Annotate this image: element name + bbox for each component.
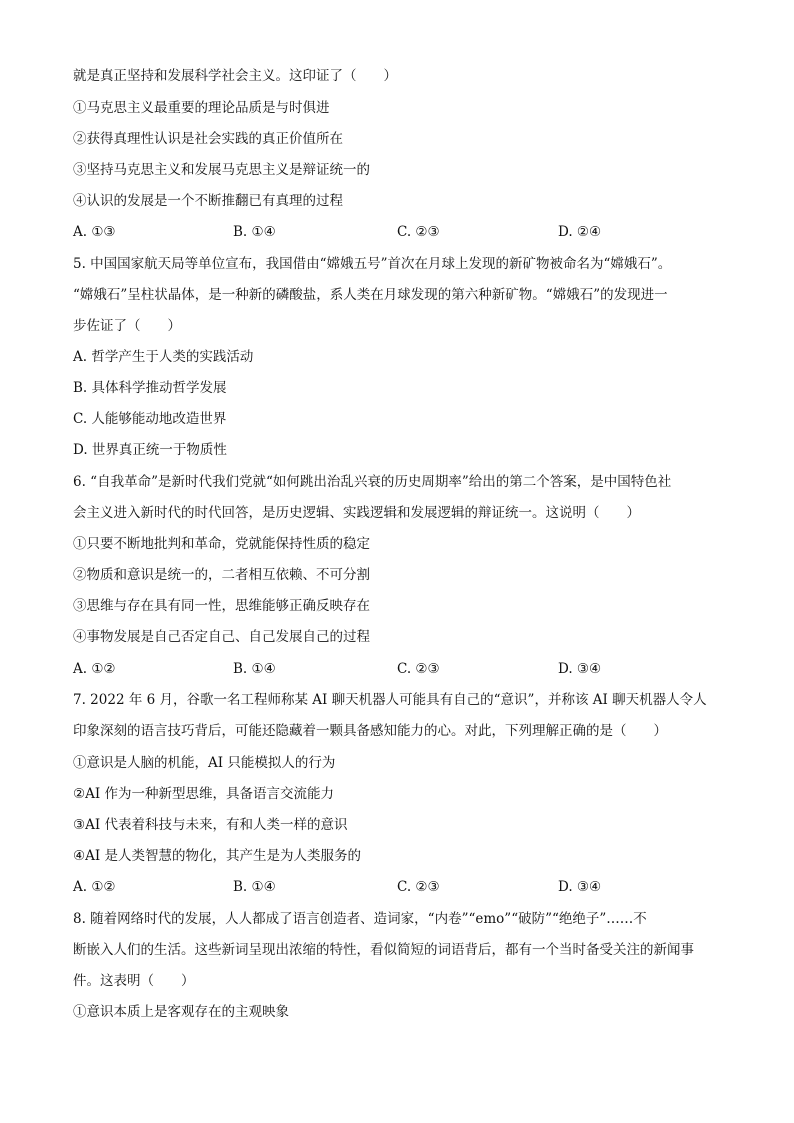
q7-option-b: B. ①④ [233, 879, 276, 895]
q7-item-1: ①意识是人脑的机能，AI 只能模拟人的行为 [73, 755, 336, 771]
q8-stem-line-3: 件。这表明（ ） [73, 973, 195, 989]
q6-option-d: D. ③④ [558, 661, 602, 677]
q7-option-c: C. ②③ [397, 879, 440, 895]
q6-item-3: ③思维与存在具有同一性，思维能够正确反映存在 [73, 598, 370, 614]
q7-option-a: A. ①② [73, 879, 116, 895]
q6-option-c: C. ②③ [397, 661, 440, 677]
q6-item-1: ①只要不断地批判和革命，党就能保持性质的稳定 [73, 536, 370, 552]
q6-option-b: B. ①④ [233, 661, 276, 677]
q7-item-4: ④AI 是人类智慧的物化，其产生是为人类服务的 [73, 848, 361, 864]
q7-option-d: D. ③④ [558, 879, 602, 895]
q4-item-2: ②获得真理性认识是社会实践的真正价值所在 [73, 131, 343, 147]
q5-option-c: C. 人能够能动地改造世界 [73, 411, 227, 427]
q4-item-1: ①马克思主义最重要的理论品质是与时俱进 [73, 100, 330, 116]
q6-stem-line-2: 会主义进入新时代的时代回答，是历史逻辑、实践逻辑和发展逻辑的辩证统一。这说明（ ） [73, 505, 640, 521]
q7-item-2: ②AI 作为一种新型思维，具备语言交流能力 [73, 786, 334, 802]
q4-item-3: ③坚持马克思主义和发展马克思主义是辩证统一的 [73, 162, 370, 178]
q4-option-c: C. ②③ [397, 224, 440, 240]
q6-option-a: A. ①② [73, 661, 116, 677]
q7-stem-line-1: 7. 2022 年 6 月，谷歌一名工程师称某 AI 聊天机器人可能具有自己的“意识”，并称该 AI 聊天机器人令人 [73, 692, 707, 708]
q4-option-b: B. ①④ [233, 224, 276, 240]
q5-stem-line-1: 5. 中国国家航天局等单位宣布，我国借由“嫦娥五号”首次在月球上发现的新矿物被命名为“嫦娥石”。 [73, 256, 672, 272]
q8-item-1: ①意识本质上是客观存在的主观映象 [73, 1004, 289, 1020]
q5-option-b: B. 具体科学推动哲学发展 [73, 380, 227, 396]
q6-item-4: ④事物发展是自己否定自己、自己发展自己的过程 [73, 629, 370, 645]
q7-stem-line-2: 印象深刻的语言技巧背后，可能还隐藏着一颗具备感知能力的心。对此，下列理解正确的是（ ） [73, 723, 667, 739]
q4-option-d: D. ②④ [558, 224, 602, 240]
q5-stem-line-2: “嫦娥石”呈柱状晶体，是一种新的磷酸盐，系人类在月球发现的第六种新矿物。“嫦娥石”的发现进一 [73, 287, 668, 303]
q4-option-a: A. ①③ [73, 224, 116, 240]
q6-stem-line-1: 6. “自我革命”是新时代我们党就“如何跳出治乱兴衰的历史周期率”给出的第二个答案，是中国特色社 [73, 474, 672, 490]
q4-stem-tail: 就是真正坚持和发展科学社会主义。这印证了（ ） [73, 68, 397, 84]
q5-option-d: D. 世界真正统一于物质性 [73, 442, 227, 458]
q5-stem-line-3: 步佐证了（ ） [73, 318, 181, 334]
q6-item-2: ②物质和意识是统一的，二者相互依赖、不可分割 [73, 567, 370, 583]
q5-option-a: A. 哲学产生于人类的实践活动 [73, 349, 254, 365]
q4-item-4: ④认识的发展是一个不断推翻已有真理的过程 [73, 193, 343, 209]
q8-stem-line-2: 断嵌入人们的生活。这些新词呈现出浓缩的特性，看似简短的词语背后，都有一个当时备受关注的新闻事 [73, 942, 694, 958]
q8-stem-line-1: 8. 随着网络时代的发展，人人都成了语言创造者、造词家，“内卷”“emo”“破防”“绝绝子”……不 [73, 911, 647, 927]
q7-item-3: ③AI 代表着科技与未来，有和人类一样的意识 [73, 817, 348, 833]
